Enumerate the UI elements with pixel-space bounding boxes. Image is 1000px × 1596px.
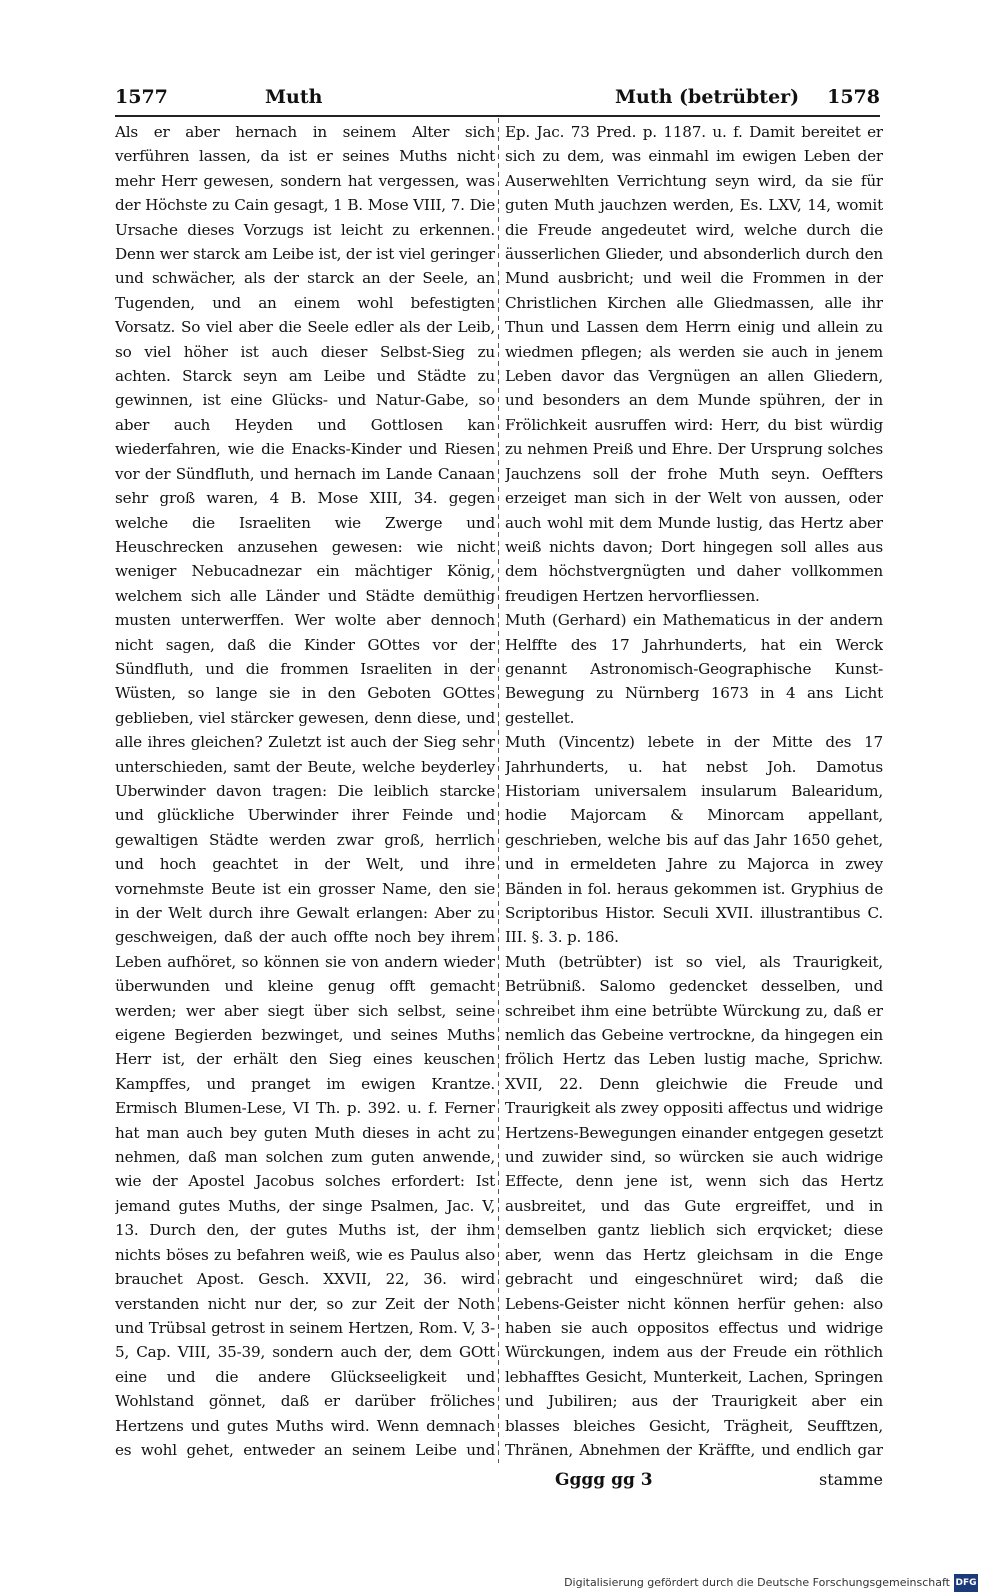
- signature-mark: Gggg gg 3: [555, 1470, 653, 1490]
- page-number-right: 1578: [827, 86, 880, 108]
- entry-muth-betruebter: Muth (betrübter) ist so viel, als Traurigkeit, Betrübniß. Salomo gedencket desselben, und schreibet ihm eine betrübte Würckung zu, daß er nemlich das Gebeine vertrockne, da hingegen ein frölich Hertz das Leben lustig mache, Sprichw. XVII, 22. Denn gleichwie die Freude und Traurigkeit als zwey oppositi affectus und widrige Hertzens-Bewegungen einander entgegen gesetzt und zuwider sind, so würcken sie auch widrige Effecte, denn jene ist, wenn sich das Hertz ausbreitet, und das Gute ergreiffet, und in demselben gantz lieblich sich erqvicket; diese aber, wenn das Hertz gleichsam in die Enge gebracht und eingeschnüret wird; daß die Lebens-Geister nicht können herfür gehen: also haben sie auch oppositos effectus und widrige Würckungen, indem aus der Freude ein röthlich lebhafftes Gesicht, Munterkeit, Lachen, Springen und Jubiliren; aus der Traurigkeit aber ein blasses bleiches Gesicht, Trägheit, Seufftzen, Thränen, Abnehmen der Kräffte, und endlich gar: [505, 952, 883, 1459]
- entry-continuation: Ep. Jac. 73 Pred. p. 1187. u. f. Damit bereitet er sich zu dem, was einmahl im ewigen Leben der Auserwehlten Verrichtung seyn wird, da sie für guten Muth jauchzen werden, Es. LXV, 14, womit die Freude angedeutet wird, welche durch die äusserlichen Glieder, und absonderlich durch den Mund ausbricht; und weil die Frommen in der Christlichen Kirchen alle Gliedmassen, alle ihr Thun und Lassen dem Herrn einig und allein zu wiedmen pflegen; als werden sie auch in jenem Leben davor das Vergnügen an allen Gliedern, und besonders an dem Munde spühren, der in Frölichkeit ausruffen wird: Herr, du bist würdig zu nehmen Preiß und Ehre. Der Ursprung solches Jauchzens soll der frohe Muth seyn. Oeffters erzeiget man sich in der Welt von aussen, oder auch wohl mit dem Munde lustig, das Hertz aber weiß nichts davon; Dort hingegen soll alles aus dem höchstvergnügten und daher vollkommen freudigen Hertzen hervorfliessen.: [505, 123, 883, 605]
- digitization-credit: Digitalisierung gefördert durch die Deutsche Forschungsgemeinschaft: [564, 1576, 950, 1589]
- entry-muth-gerhard: Muth (Gerhard) ein Mathematicus in der andern Helffte des 17 Jahrhunderts, hat ein Werck genannt Astronomisch-Geographische Kunst-Bewegung zu Nürnberg 1673 in 4 ans Licht gestellet.: [505, 611, 883, 727]
- left-column-text: Als er aber hernach in seinem Alter sich verführen lassen, da ist er seines Muths nicht mehr Herr gewesen, sondern hat vergessen, was der Höchste zu Cain gesagt, 1 B. Mose VIII, 7. Die Ursache dieses Vorzugs ist leicht zu erkennen. Denn wer starck am Leibe ist, der ist viel geringer und schwächer, als der starck an der Seele, an Tugenden, und an einem wohl befestigten Vorsatz. So viel aber die Seele edler als der Leib, so viel höher ist auch dieser Selbst-Sieg zu achten. Starck seyn am Leibe und Städte zu gewinnen, ist eine Glücks- und Natur-Gabe, so aber auch Heyden und Gottlosen kan wiederfahren, wie die Enacks-Kinder und Riesen vor der Sündfluth, und hernach im Lande Canaan sehr groß waren, 4 B. Mose XIII, 34. gegen welche die Israeliten wie Zwerge und Heuschrecken anzusehen gewesen: wie nicht weniger Nebucadnezar ein mächtiger König, welchem sich alle Länder und Städte demüthig musten unterwerffen. Wer wolte aber dennoch nicht sagen, daß die Kinder GOttes vor der Sündfluth, und die frommen Israeliten in der Wüsten, so lange sie in den Geboten GOttes geblieben, viel stärcker gewesen, denn diese, und alle ihres gleichen? Zuletzt ist auch der Sieg sehr unterschieden, samt der Beute, welche beyderley Uberwinder davon tragen: Die leiblich starcke und glückliche Uberwinder ihrer Feinde und gewaltigen Städte werden zwar groß, herrlich und hoch geachtet in der Welt, und ihre vornehmste Beute ist ein grosser Name, den sie in der Welt durch ihre Gewalt erlangen: Aber zu geschweigen, daß der auch offte noch bey ihrem Leben aufhöret, so können sie von andern wieder überwunden und kleine genug offt gemacht werden; wer aber siegt über sich selbst, seine eigene Begierden bezwinget, und seines Muths Herr ist, der erhält den Sieg eines keuschen Kampffes, und pranget im ewigen Krantze. Ermisch Blumen-Lese, VI Th. p. 392. u. f. Ferner hat man auch bey guten Muth dieses in acht zu nehmen, daß man solchen zum guten anwende, wie der Apostel Jacobus solches erfordert: Ist jemand gutes Muths, der singe Psalmen, Jac. V, 13. Durch den, der gutes Muths ist, der ihm nichts böses zu befahren weiß, wie es Paulus also brauchet Apost. Gesch. XXVII, 22, 36. wird verstanden nicht nur der, so zur Zeit der Noth und Trübsal getrost in seinem Hertzen, Rom. V, 3-5, Cap. VIII, 35-39, sondern auch der, dem GOtt eine und die andere Glückseeligkeit und Wohlstand gönnet, daß er darüber fröliches Hertzens und gutes Muths wird. Wenn demnach es wohl gehet, entweder an seinem Leibe und: [115, 123, 495, 1459]
- header-rule: [115, 115, 880, 117]
- page-header: [115, 80, 880, 114]
- page-number-left: 1577: [115, 86, 168, 108]
- entry-muth-vincentz: Muth (Vincentz) lebete in der Mitte des 17 Jahrhunderts, u. hat nebst Joh. Damotus Historiam universalem insularum Balearidum, hodie Majorcam & Minorcam appellant, geschrieben, welche bis auf das Jahr 1650 gehet, und in ermeldeten Jahre zu Majorca in zwey Bänden in fol. heraus gekommen ist. Gryphius de Scriptoribus Histor. Seculi XVII. illustrantibus C. III. §. 3. p. 186.: [505, 733, 883, 947]
- dfg-logo: DFG: [954, 1574, 978, 1592]
- right-column: [505, 120, 883, 1465]
- left-column: [115, 120, 495, 1465]
- column-divider: [498, 118, 499, 1463]
- catchword: stamme: [819, 1470, 883, 1489]
- running-headword-left: Muth: [265, 86, 323, 108]
- running-headword-right: Muth (betrübter): [615, 86, 800, 108]
